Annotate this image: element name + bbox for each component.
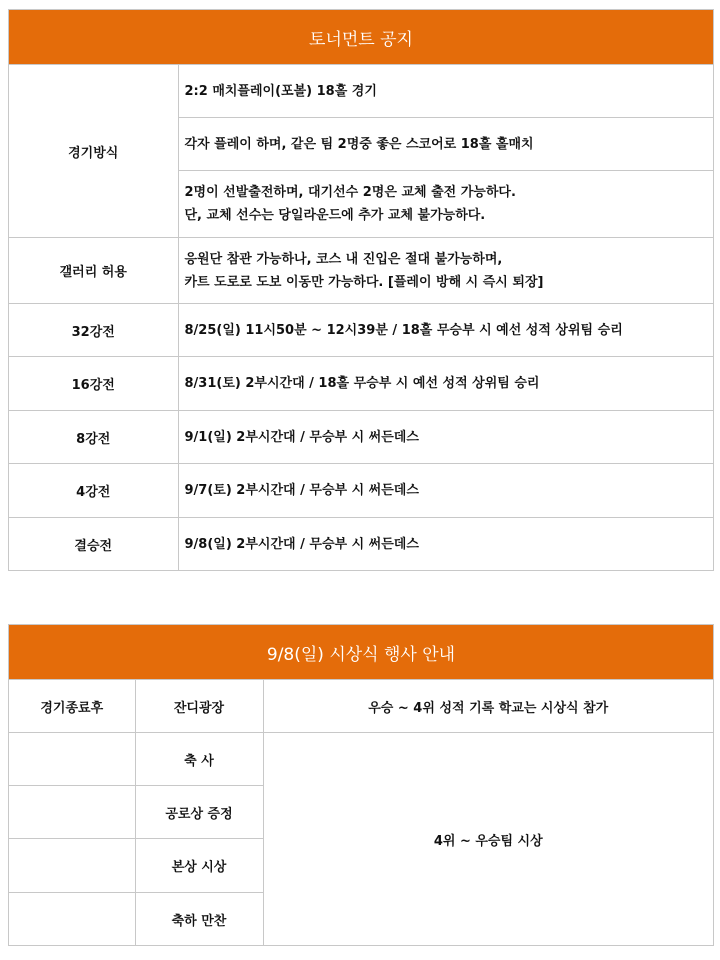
table-row [9,65,713,118]
event-item: 본상 시상 [135,839,263,893]
notice-header [9,10,713,64]
ceremony-table [9,679,713,946]
event-item: 축 사 [135,733,263,786]
table-row [9,680,713,733]
content-line: 8/25(일) 11시50분 ~ 12시39분 / 18홀 무승부 시 예선 성적 상위팀 승리 [184,322,623,338]
notice-title: 토너먼트 공지 [309,29,413,50]
event-item: 잔디광장 [135,680,263,733]
row-content [178,238,713,304]
row-label-semifinal: 4강전 [9,464,178,518]
row-label-round-16: 16강전 [9,357,178,411]
row-content [178,65,713,118]
time-cell [9,786,135,839]
content-line: 9/1(일) 2부시간대 / 무승부 시 써든데스 [184,429,419,445]
time-cell [9,839,135,893]
table-row [9,733,713,786]
content-line: 응원단 참관 가능하나, 코스 내 진입은 절대 불가능하며, [184,251,503,267]
event-desc: 우승 ~ 4위 성적 기록 학교는 시상식 참가 [263,680,713,733]
content-line: 9/8(일) 2부시간대 / 무승부 시 써든데스 [184,536,419,552]
row-label-match-format: 경기방식 [9,65,178,238]
table-row [9,518,713,571]
notice-panel [8,9,714,571]
content-line: 단, 교체 선수는 당일라운드에 추가 교체 불가능하다. [184,208,486,223]
row-content [178,171,713,238]
table-row [9,238,713,304]
content-line: 각자 플레이 하며, 같은 팀 2명중 좋은 스코어로 18홀 홀매치 [184,136,534,152]
table-row [9,411,713,464]
notice-table [9,64,713,571]
row-content [178,357,713,411]
table-row [9,357,713,411]
ceremony-panel [8,624,714,946]
content-line: 8/31(토) 2부시간대 / 18홀 무승부 시 예선 성적 상위팀 승리 [184,376,540,391]
content-line: 9/7(토) 2부시간대 / 무승부 시 써든데스 [184,483,419,498]
content-line: 카트 도로로 도보 이동만 가능하다. [플레이 방해 시 즉시 퇴장] [184,274,544,290]
event-desc: 4위 ~ 우승팀 시상 [263,733,713,946]
row-label-round-32: 32강전 [9,304,178,357]
ceremony-header [9,625,713,679]
table-row [9,464,713,518]
content-line: 2명이 선발출전하며, 대기선수 2명은 교체 출전 가능하다. [184,185,516,200]
row-content [178,518,713,571]
time-cell [9,893,135,946]
event-item: 공로상 증정 [135,786,263,839]
row-content [178,118,713,171]
row-content [178,304,713,357]
content-line: 2:2 매치플레이(포볼) 18홀 경기 [184,83,377,99]
event-item: 축하 만찬 [135,893,263,946]
time-cell [9,733,135,786]
ceremony-title: 9/8(일) 시상식 행사 안내 [266,644,456,665]
row-content [178,411,713,464]
row-label-gallery: 갤러리 허용 [9,238,178,304]
row-label-quarterfinal: 8강전 [9,411,178,464]
table-row [9,304,713,357]
row-label-final: 결승전 [9,518,178,571]
time-label: 경기종료후 [9,680,135,733]
row-content [178,464,713,518]
